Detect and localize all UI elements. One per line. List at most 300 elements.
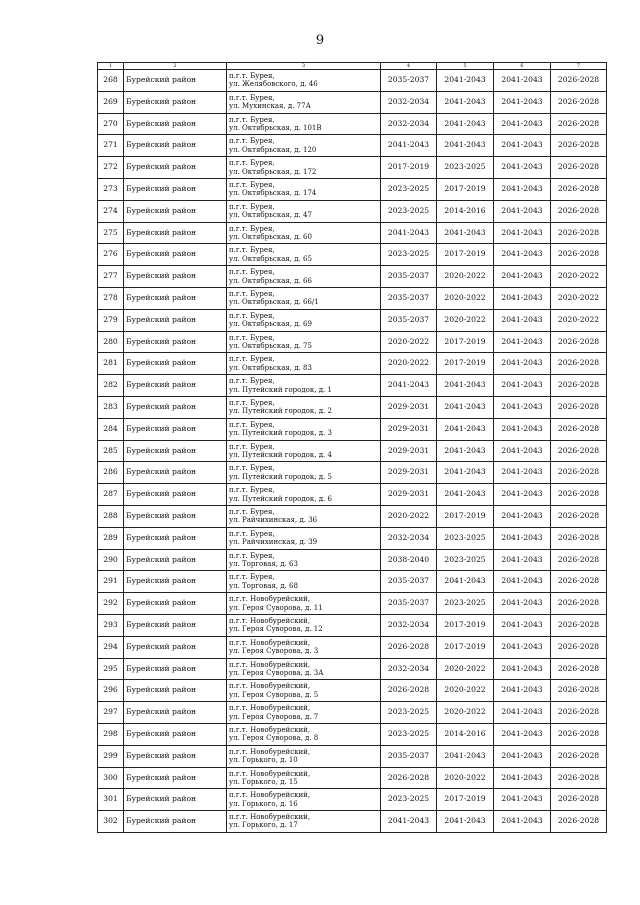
row-number: 283: [98, 396, 124, 418]
address-cell: [227, 396, 381, 418]
period-col6: 2041-2043: [494, 636, 551, 658]
period-col4: 2035-2037: [381, 266, 437, 288]
address-cell: [227, 113, 381, 135]
district-cell: Бурейский район: [124, 309, 227, 331]
address-settlement: п.г.т. Новобурейский,: [229, 769, 311, 778]
district-cell: Бурейский район: [124, 331, 227, 353]
table-row: [98, 200, 607, 222]
district-cell: Бурейский район: [124, 91, 227, 113]
period-col4: 2020-2022: [381, 331, 437, 353]
period-col5: 2017-2019: [437, 178, 494, 200]
period-col7: 2026-2028: [551, 745, 607, 767]
address-street: ул. Желябовского, д. 46: [229, 80, 318, 89]
period-col5: 2020-2022: [437, 266, 494, 288]
address-cell: [227, 309, 381, 331]
address-street: ул. Октябрьская, д. 65: [229, 254, 312, 263]
table-row: [98, 70, 607, 92]
period-col7: 2020-2022: [551, 287, 607, 309]
period-col7: 2026-2028: [551, 484, 607, 506]
row-number: 274: [98, 200, 124, 222]
district-cell: Бурейский район: [124, 789, 227, 811]
address-cell: [227, 680, 381, 702]
period-col6: 2041-2043: [494, 178, 551, 200]
address-street: ул. Октябрьская, д. 60: [229, 232, 312, 241]
period-col6: 2041-2043: [494, 549, 551, 571]
address-cell: [227, 178, 381, 200]
period-col6: 2041-2043: [494, 571, 551, 593]
row-number: 281: [98, 353, 124, 375]
address-street: ул. Горького, д. 10: [229, 756, 298, 765]
district-cell: Бурейский район: [124, 527, 227, 549]
period-col7: 2026-2028: [551, 70, 607, 92]
row-number: 275: [98, 222, 124, 244]
address-street: ул. Октябрьская, д. 101В: [229, 123, 322, 132]
row-number: 271: [98, 135, 124, 157]
period-col7: 2026-2028: [551, 418, 607, 440]
table-row: [98, 767, 607, 789]
period-col5: 2017-2019: [437, 505, 494, 527]
table-row: [98, 440, 607, 462]
period-col6: 2041-2043: [494, 222, 551, 244]
district-cell: Бурейский район: [124, 680, 227, 702]
address-settlement: п.г.т. Бурея,: [229, 289, 275, 298]
period-col4: 2029-2031: [381, 462, 437, 484]
period-col6: 2041-2043: [494, 527, 551, 549]
address-street: ул. Героя Суворова, д. 8: [229, 734, 319, 743]
address-street: ул. Торговая, д. 63: [229, 559, 298, 568]
period-col4: 2041-2043: [381, 375, 437, 397]
period-col4: 2029-2031: [381, 396, 437, 418]
address-cell: [227, 789, 381, 811]
district-cell: Бурейский район: [124, 505, 227, 527]
address-settlement: п.г.т. Бурея,: [229, 224, 275, 233]
address-settlement: п.г.т. Новобурейский,: [229, 595, 311, 604]
row-number: 299: [98, 745, 124, 767]
period-col5: 2041-2043: [437, 418, 494, 440]
period-col5: 2023-2025: [437, 527, 494, 549]
row-number: 298: [98, 723, 124, 745]
period-col7: 2026-2028: [551, 636, 607, 658]
district-cell: Бурейский район: [124, 658, 227, 680]
district-cell: Бурейский район: [124, 418, 227, 440]
period-col6: 2041-2043: [494, 462, 551, 484]
address-settlement: п.г.т. Бурея,: [229, 93, 275, 102]
address-settlement: п.г.т. Бурея,: [229, 246, 275, 255]
col-header: 1: [98, 63, 124, 70]
period-col7: 2026-2028: [551, 614, 607, 636]
period-col5: 2041-2043: [437, 462, 494, 484]
address-street: ул. Райчихинская, д. 36: [229, 516, 318, 525]
period-col5: 2023-2025: [437, 157, 494, 179]
address-street: ул. Октябрьская, д. 172: [229, 167, 317, 176]
period-col4: 2029-2031: [381, 440, 437, 462]
table-row: [98, 331, 607, 353]
row-number: 279: [98, 309, 124, 331]
table-row: [98, 396, 607, 418]
table-row: [98, 789, 607, 811]
row-number: 272: [98, 157, 124, 179]
row-number: 268: [98, 70, 124, 92]
period-col5: 2023-2025: [437, 549, 494, 571]
address-settlement: п.г.т. Новобурейский,: [229, 725, 311, 734]
period-col7: 2026-2028: [551, 658, 607, 680]
address-settlement: п.г.т. Бурея,: [229, 268, 275, 277]
period-col7: 2026-2028: [551, 135, 607, 157]
period-col4: 2032-2034: [381, 527, 437, 549]
address-cell: [227, 767, 381, 789]
address-cell: [227, 440, 381, 462]
table-row: [98, 811, 607, 833]
district-cell: Бурейский район: [124, 396, 227, 418]
period-col6: 2041-2043: [494, 113, 551, 135]
period-col7: 2026-2028: [551, 505, 607, 527]
period-col7: 2026-2028: [551, 157, 607, 179]
period-col7: 2026-2028: [551, 462, 607, 484]
row-number: 280: [98, 331, 124, 353]
address-street: ул. Путейский городок, д. 6: [229, 494, 332, 503]
address-settlement: п.г.т. Бурея,: [229, 551, 275, 560]
period-col4: 2029-2031: [381, 418, 437, 440]
table-row: [98, 636, 607, 658]
period-col5: 2020-2022: [437, 702, 494, 724]
address-settlement: п.г.т. Бурея,: [229, 333, 275, 342]
address-street: ул. Октябрьская, д. 69: [229, 320, 312, 329]
period-col6: 2041-2043: [494, 309, 551, 331]
address-street: ул. Путейский городок, д. 3: [229, 429, 332, 438]
address-settlement: п.г.т. Бурея,: [229, 420, 275, 429]
period-col4: 2023-2025: [381, 723, 437, 745]
period-col6: 2041-2043: [494, 157, 551, 179]
address-street: ул. Октябрьская, д. 120: [229, 145, 317, 154]
address-cell: [227, 571, 381, 593]
address-settlement: п.г.т. Бурея,: [229, 573, 275, 582]
table-row: [98, 658, 607, 680]
district-cell: Бурейский район: [124, 375, 227, 397]
period-col5: 2017-2019: [437, 614, 494, 636]
period-col5: 2041-2043: [437, 396, 494, 418]
period-col6: 2041-2043: [494, 418, 551, 440]
address-cell: [227, 593, 381, 615]
period-col5: 2041-2043: [437, 375, 494, 397]
address-cell: [227, 418, 381, 440]
address-street: ул. Горького, д. 17: [229, 821, 298, 830]
table-row: [98, 353, 607, 375]
address-settlement: п.г.т. Новобурейский,: [229, 747, 311, 756]
address-settlement: п.г.т. Бурея,: [229, 442, 275, 451]
address-settlement: п.г.т. Новобурейский,: [229, 791, 311, 800]
period-col5: 2014-2016: [437, 723, 494, 745]
period-col6: 2041-2043: [494, 484, 551, 506]
period-col4: 2041-2043: [381, 811, 437, 833]
period-col4: 2032-2034: [381, 658, 437, 680]
period-col6: 2041-2043: [494, 789, 551, 811]
address-settlement: п.г.т. Бурея,: [229, 311, 275, 320]
table-row: [98, 418, 607, 440]
row-number: 290: [98, 549, 124, 571]
period-col4: 2041-2043: [381, 222, 437, 244]
period-col5: 2017-2019: [437, 353, 494, 375]
period-col7: 2026-2028: [551, 789, 607, 811]
district-cell: Бурейский район: [124, 113, 227, 135]
period-col7: 2026-2028: [551, 353, 607, 375]
period-col6: 2041-2043: [494, 702, 551, 724]
period-col4: 2023-2025: [381, 244, 437, 266]
table-row: [98, 178, 607, 200]
period-col4: 2041-2043: [381, 135, 437, 157]
row-number: 269: [98, 91, 124, 113]
table-row: [98, 309, 607, 331]
district-cell: Бурейский район: [124, 811, 227, 833]
period-col4: 2026-2028: [381, 767, 437, 789]
table-row: [98, 135, 607, 157]
period-col6: 2041-2043: [494, 353, 551, 375]
district-cell: Бурейский район: [124, 745, 227, 767]
district-cell: Бурейский район: [124, 614, 227, 636]
row-number: 302: [98, 811, 124, 833]
district-cell: Бурейский район: [124, 222, 227, 244]
period-col5: 2041-2043: [437, 91, 494, 113]
period-col7: 2026-2028: [551, 244, 607, 266]
address-cell: [227, 723, 381, 745]
district-cell: Бурейский район: [124, 702, 227, 724]
district-cell: Бурейский район: [124, 549, 227, 571]
period-col4: 2032-2034: [381, 113, 437, 135]
period-col6: 2041-2043: [494, 266, 551, 288]
address-street: ул. Октябрьская, д. 66/1: [229, 298, 319, 307]
period-col5: 2020-2022: [437, 767, 494, 789]
period-col6: 2041-2043: [494, 331, 551, 353]
period-col4: 2023-2025: [381, 200, 437, 222]
period-col6: 2041-2043: [494, 767, 551, 789]
address-settlement: п.г.т. Бурея,: [229, 159, 275, 168]
period-col5: 2041-2043: [437, 484, 494, 506]
address-street: ул. Героя Суворова, д. 5: [229, 690, 319, 699]
address-street: ул. Торговая, д. 68: [229, 581, 298, 590]
row-number: 277: [98, 266, 124, 288]
period-col5: 2041-2043: [437, 222, 494, 244]
address-street: ул. Путейский городок, д. 1: [229, 385, 332, 394]
address-settlement: п.г.т. Бурея,: [229, 529, 275, 538]
row-number: 287: [98, 484, 124, 506]
address-cell: [227, 70, 381, 92]
period-col7: 2026-2028: [551, 396, 607, 418]
table-row: [98, 222, 607, 244]
address-cell: [227, 527, 381, 549]
period-col4: 2023-2025: [381, 178, 437, 200]
address-settlement: п.г.т. Бурея,: [229, 72, 275, 80]
address-cell: [227, 636, 381, 658]
register-table: [97, 62, 607, 833]
address-cell: [227, 614, 381, 636]
period-col7: 2026-2028: [551, 440, 607, 462]
period-col5: 2017-2019: [437, 244, 494, 266]
address-cell: [227, 91, 381, 113]
district-cell: Бурейский район: [124, 287, 227, 309]
period-col4: 2026-2028: [381, 680, 437, 702]
row-number: 278: [98, 287, 124, 309]
period-col5: 2023-2025: [437, 593, 494, 615]
address-street: ул. Горького, д. 16: [229, 799, 298, 808]
period-col6: 2041-2043: [494, 505, 551, 527]
table-row: [98, 723, 607, 745]
address-street: ул. Путейский городок, д. 4: [229, 450, 332, 459]
district-cell: Бурейский район: [124, 462, 227, 484]
address-street: ул. Путейский городок, д. 2: [229, 407, 332, 416]
district-cell: Бурейский район: [124, 70, 227, 92]
period-col4: 2035-2037: [381, 745, 437, 767]
period-col7: 2020-2022: [551, 309, 607, 331]
period-col6: 2041-2043: [494, 396, 551, 418]
table-row: [98, 614, 607, 636]
period-col4: 2020-2022: [381, 353, 437, 375]
district-cell: Бурейский район: [124, 244, 227, 266]
period-col6: 2041-2043: [494, 811, 551, 833]
period-col7: 2026-2028: [551, 593, 607, 615]
table-row: [98, 484, 607, 506]
row-number: 297: [98, 702, 124, 724]
address-cell: [227, 353, 381, 375]
period-col5: 2041-2043: [437, 745, 494, 767]
period-col7: 2026-2028: [551, 549, 607, 571]
row-number: 288: [98, 505, 124, 527]
address-cell: [227, 157, 381, 179]
address-cell: [227, 484, 381, 506]
table-row: [98, 157, 607, 179]
period-col5: 2014-2016: [437, 200, 494, 222]
period-col7: 2026-2028: [551, 91, 607, 113]
address-cell: [227, 505, 381, 527]
row-number: 292: [98, 593, 124, 615]
district-cell: Бурейский район: [124, 353, 227, 375]
address-settlement: п.г.т. Бурея,: [229, 202, 275, 211]
row-number: 270: [98, 113, 124, 135]
address-settlement: п.г.т. Новобурейский,: [229, 813, 311, 822]
period-col5: 2020-2022: [437, 680, 494, 702]
period-col5: 2020-2022: [437, 309, 494, 331]
address-cell: [227, 135, 381, 157]
district-cell: Бурейский район: [124, 767, 227, 789]
period-col5: 2041-2043: [437, 571, 494, 593]
district-cell: Бурейский район: [124, 266, 227, 288]
address-cell: [227, 375, 381, 397]
address-street: ул. Райчихинская, д. 39: [229, 538, 318, 547]
period-col4: 2035-2037: [381, 571, 437, 593]
address-cell: [227, 200, 381, 222]
address-settlement: п.г.т. Бурея,: [229, 507, 275, 516]
row-number: 289: [98, 527, 124, 549]
period-col4: 2032-2034: [381, 614, 437, 636]
address-street: ул. Октябрьская, д. 47: [229, 211, 312, 220]
district-cell: Бурейский район: [124, 484, 227, 506]
period-col4: 2032-2034: [381, 91, 437, 113]
period-col4: 2029-2031: [381, 484, 437, 506]
period-col6: 2041-2043: [494, 244, 551, 266]
district-cell: Бурейский район: [124, 636, 227, 658]
period-col4: 2023-2025: [381, 702, 437, 724]
period-col6: 2041-2043: [494, 440, 551, 462]
district-cell: Бурейский район: [124, 571, 227, 593]
address-cell: [227, 745, 381, 767]
col-header: 7: [551, 63, 607, 70]
table-row: [98, 113, 607, 135]
table-row: [98, 266, 607, 288]
row-number: 296: [98, 680, 124, 702]
period-col6: 2041-2043: [494, 135, 551, 157]
address-street: ул. Путейский городок, д. 5: [229, 472, 332, 481]
period-col7: 2026-2028: [551, 331, 607, 353]
table-row: [98, 462, 607, 484]
period-col5: 2041-2043: [437, 113, 494, 135]
address-street: ул. Октябрьская, д. 75: [229, 341, 312, 350]
period-col7: 2026-2028: [551, 723, 607, 745]
district-cell: Бурейский район: [124, 178, 227, 200]
address-street: ул. Героя Суворова, д. 3: [229, 647, 319, 656]
period-col5: 2041-2043: [437, 811, 494, 833]
period-col7: 2026-2028: [551, 571, 607, 593]
period-col5: 2041-2043: [437, 70, 494, 92]
period-col7: 2026-2028: [551, 527, 607, 549]
address-street: ул. Горького, д. 15: [229, 777, 298, 786]
period-col7: 2026-2028: [551, 680, 607, 702]
table-row: [98, 702, 607, 724]
period-col7: 2026-2028: [551, 375, 607, 397]
table-row: [98, 593, 607, 615]
period-col7: 2026-2028: [551, 178, 607, 200]
row-number: 301: [98, 789, 124, 811]
period-col7: 2026-2028: [551, 113, 607, 135]
address-settlement: п.г.т. Новобурейский,: [229, 638, 311, 647]
row-number: 282: [98, 375, 124, 397]
period-col4: 2035-2037: [381, 70, 437, 92]
period-col5: 2017-2019: [437, 331, 494, 353]
row-number: 286: [98, 462, 124, 484]
row-number: 285: [98, 440, 124, 462]
row-number: 294: [98, 636, 124, 658]
address-settlement: п.г.т. Бурея,: [229, 115, 275, 124]
period-col4: 2035-2037: [381, 309, 437, 331]
period-col5: 2017-2019: [437, 636, 494, 658]
period-col4: 2017-2019: [381, 157, 437, 179]
period-col5: 2041-2043: [437, 135, 494, 157]
period-col7: 2026-2028: [551, 200, 607, 222]
district-cell: Бурейский район: [124, 200, 227, 222]
district-cell: Бурейский район: [124, 593, 227, 615]
period-col7: 2026-2028: [551, 811, 607, 833]
period-col5: 2041-2043: [437, 440, 494, 462]
district-cell: Бурейский район: [124, 723, 227, 745]
table-row: [98, 375, 607, 397]
period-col4: 2038-2040: [381, 549, 437, 571]
address-settlement: п.г.т. Новобурейский,: [229, 704, 311, 713]
table-row: [98, 244, 607, 266]
address-cell: [227, 266, 381, 288]
address-cell: [227, 287, 381, 309]
address-settlement: п.г.т. Новобурейский,: [229, 616, 311, 625]
table-row: [98, 505, 607, 527]
period-col6: 2041-2043: [494, 745, 551, 767]
period-col4: 2035-2037: [381, 287, 437, 309]
period-col6: 2041-2043: [494, 593, 551, 615]
address-cell: [227, 462, 381, 484]
period-col6: 2041-2043: [494, 723, 551, 745]
address-cell: [227, 811, 381, 833]
period-col6: 2041-2043: [494, 658, 551, 680]
row-number: 273: [98, 178, 124, 200]
period-col4: 2020-2022: [381, 505, 437, 527]
period-col5: 2020-2022: [437, 287, 494, 309]
row-number: 300: [98, 767, 124, 789]
address-street: ул. Октябрьская, д. 174: [229, 189, 317, 198]
